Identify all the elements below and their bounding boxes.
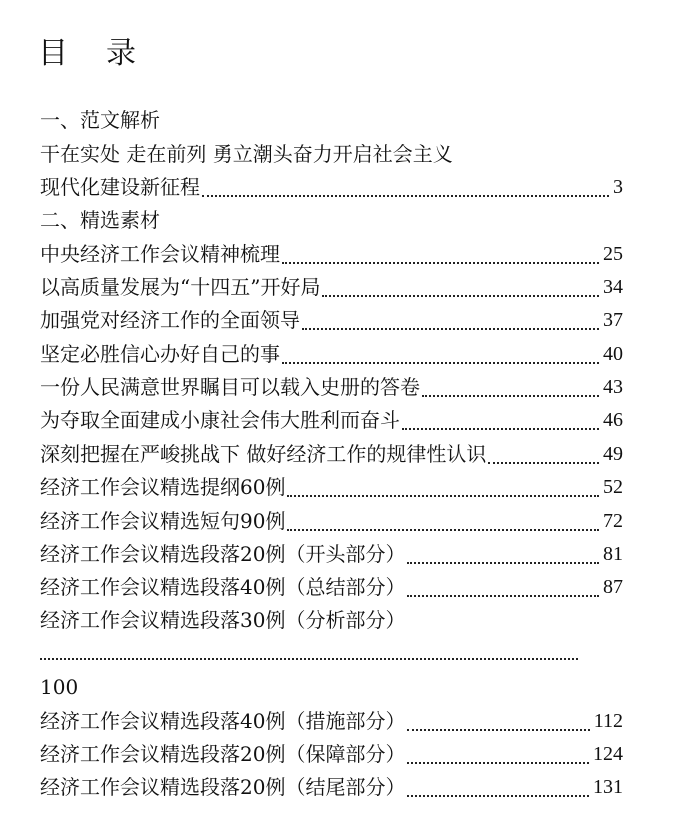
- toc-entry-14[interactable]: [40, 707, 623, 735]
- toc-entry-text: 经济工作会议精选短句90例: [40, 509, 286, 533]
- toc-entry-5[interactable]: [40, 340, 623, 368]
- dot-leader: [322, 294, 599, 297]
- page-number: 37: [603, 309, 623, 331]
- toc-entry-text: 现代化建设新征程: [40, 175, 200, 199]
- page-number: 52: [603, 476, 623, 498]
- dot-leader: [488, 461, 599, 464]
- toc-entry-1-line-1[interactable]: 干在实处 走在前列 勇立潮头奋力开启社会主义: [40, 142, 453, 166]
- dot-leader: [40, 657, 578, 660]
- page-number: 131: [593, 776, 623, 798]
- dot-leader: [407, 594, 599, 597]
- toc-entry-text: 为夺取全面建成小康社会伟大胜利而奋斗: [40, 408, 400, 432]
- page-number: 25: [603, 243, 623, 265]
- toc-entry-text: 经济工作会议精选段落20例（保障部分）: [40, 742, 406, 766]
- dot-leader: [407, 794, 589, 797]
- toc-entry-13[interactable]: 经济工作会议精选段落30例（分析部分）: [40, 608, 406, 632]
- title-char-2: 录: [106, 36, 136, 71]
- dot-leader: [287, 528, 599, 531]
- dot-leader: [407, 561, 599, 564]
- toc-entry-text: 经济工作会议精选段落40例（措施部分）: [40, 709, 406, 733]
- dot-leader: [302, 327, 599, 330]
- toc-entry-text: 经济工作会议精选提纲60例: [40, 475, 286, 499]
- dot-leader: [422, 394, 599, 397]
- toc-entry-text: 中央经济工作会议精神梳理: [40, 242, 280, 266]
- page-number: 72: [603, 510, 623, 532]
- dot-leader: [287, 494, 599, 497]
- page-number: 112: [593, 710, 623, 732]
- section-heading-1: 一、范文解析: [40, 108, 160, 132]
- section-heading-2: 二、精选素材: [40, 208, 160, 232]
- dot-leader: [282, 361, 599, 364]
- dot-leader: [202, 194, 609, 197]
- dot-leader: [407, 728, 589, 731]
- toc-entry-11[interactable]: [40, 540, 623, 568]
- page-number: 49: [603, 443, 623, 465]
- toc-entry-10[interactable]: [40, 507, 623, 535]
- toc-entry-8[interactable]: [40, 440, 623, 468]
- page-number: 34: [603, 276, 623, 298]
- toc-entry-6[interactable]: [40, 373, 623, 401]
- page-number: 3: [613, 176, 623, 198]
- page-number: 46: [603, 409, 623, 431]
- dot-leader: [282, 261, 599, 264]
- title-char-1: 目: [38, 36, 68, 71]
- toc-entry-4[interactable]: [40, 306, 623, 334]
- toc-entry-1[interactable]: [40, 173, 623, 201]
- page-number: 124: [593, 743, 623, 765]
- toc-entry-text: 一份人民满意世界瞩目可以载入史册的答卷: [40, 375, 420, 399]
- page-number: 40: [603, 343, 623, 365]
- toc-entry-text: 经济工作会议精选段落40例（总结部分）: [40, 575, 406, 599]
- page-number: 81: [603, 543, 623, 565]
- toc-entry-text: 坚定必胜信心办好自己的事: [40, 342, 280, 366]
- toc-entry-13-page: 100: [40, 675, 79, 699]
- toc-entry-text: 经济工作会议精选段落20例（开头部分）: [40, 542, 406, 566]
- toc-entry-15[interactable]: [40, 740, 623, 768]
- toc-entry-3[interactable]: [40, 273, 623, 301]
- toc-entry-12[interactable]: [40, 573, 623, 601]
- page-number: 87: [603, 576, 623, 598]
- page-number: 43: [603, 376, 623, 398]
- toc-entry-text: 经济工作会议精选段落20例（结尾部分）: [40, 775, 406, 799]
- page-title: [38, 28, 136, 72]
- toc-entry-9[interactable]: [40, 473, 623, 501]
- toc-entry-text: 深刻把握在严峻挑战下 做好经济工作的规律性认识: [40, 442, 487, 466]
- toc-entry-16[interactable]: [40, 773, 623, 801]
- dot-leader: [407, 761, 589, 764]
- toc-entry-2[interactable]: [40, 240, 623, 268]
- dot-leader: [402, 427, 599, 430]
- toc-entry-text: 以高质量发展为“十四五”开好局: [40, 275, 321, 299]
- toc-entry-7[interactable]: [40, 406, 623, 434]
- toc-entry-text: 加强党对经济工作的全面领导: [40, 308, 300, 332]
